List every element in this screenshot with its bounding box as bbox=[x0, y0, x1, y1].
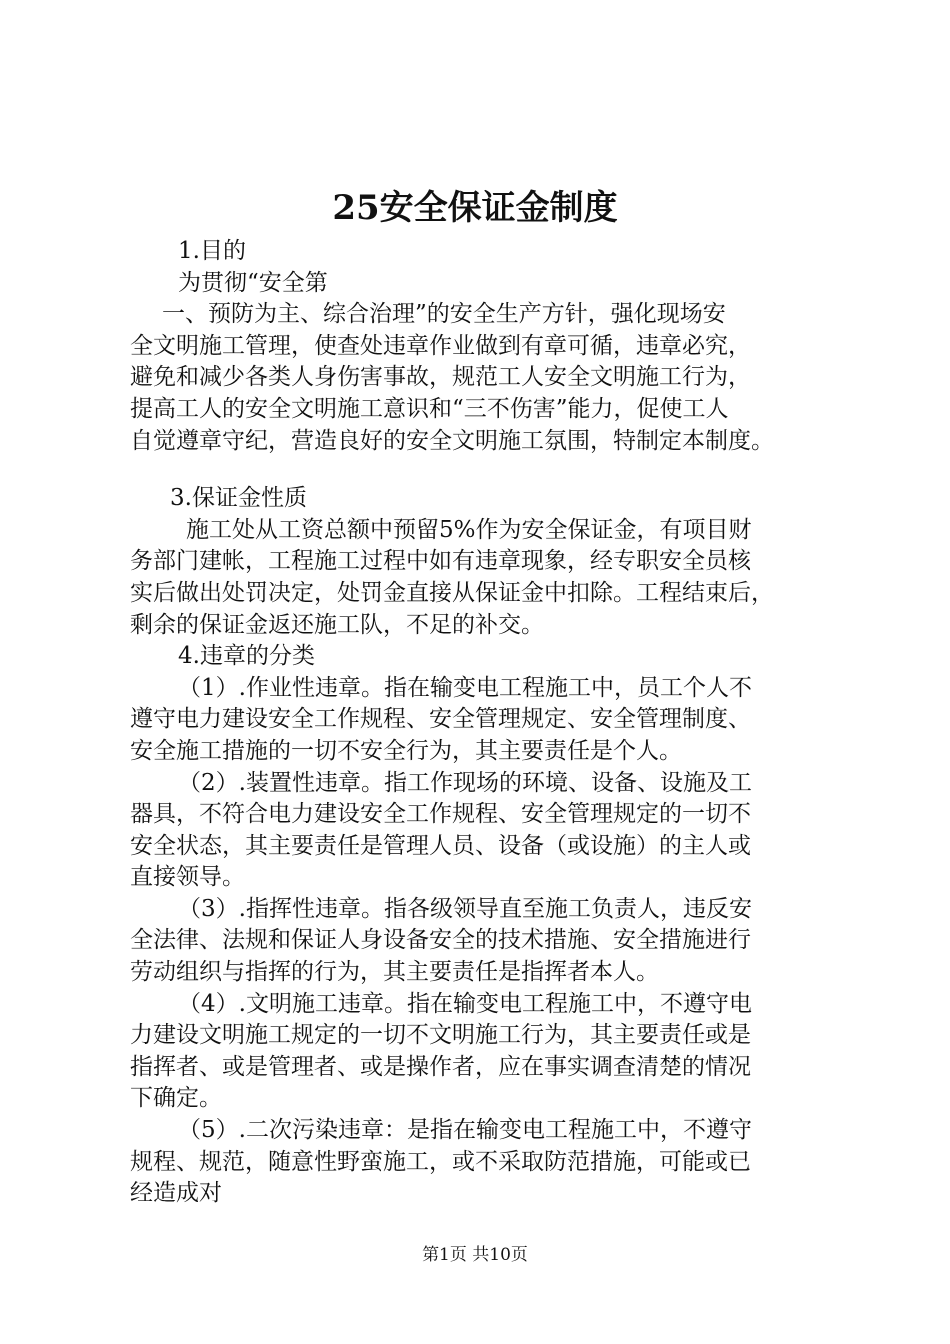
text-line: 安全施工措施的一切不安全行为，其主要责任是个人。 bbox=[130, 737, 682, 764]
text-line: 指挥者、或是管理者、或是操作者，应在事实调查清楚的情况 bbox=[130, 1053, 751, 1080]
text-line: 规程、规范，随意性野蛮施工，或不采取防范措施，可能或已 bbox=[130, 1148, 751, 1175]
text-line: （5）.二次污染违章：是指在输变电工程施工中，不遵守 bbox=[178, 1117, 752, 1144]
text-line: （1）.作业性违章。指在输变电工程施工中，员工个人不 bbox=[178, 674, 752, 701]
text-line: 剩余的保证金返还施工队，不足的补交。 bbox=[130, 611, 544, 638]
text-line: 全文明施工管理，使查处违章作业做到有章可循，违章必究， bbox=[130, 332, 751, 359]
text-line: 实后做出处罚决定，处罚金直接从保证金中扣除。工程结束后， bbox=[130, 579, 774, 606]
text-line: 力建设文明施工规定的一切不文明施工行为，其主要责任或是 bbox=[130, 1022, 751, 1049]
text-line: 施工处从工资总额中预留5%作为安全保证金，有项目财 bbox=[186, 516, 752, 543]
text-line: 下确定。 bbox=[130, 1085, 222, 1112]
text-line: 自觉遵章守纪，营造良好的安全文明施工氛围，特制定本制度。 bbox=[130, 427, 774, 454]
paragraph-gap bbox=[130, 457, 834, 483]
document-body bbox=[130, 236, 834, 1210]
text-line: 提高工人的安全文明施工意识和“三不伤害”能力，促使工人 bbox=[130, 395, 729, 422]
text-line: 为贯彻“安全第 bbox=[178, 269, 328, 296]
text-line: 劳动组织与指挥的行为，其主要责任是指挥者本人。 bbox=[130, 959, 659, 986]
page-footer: 第1页 共10页 bbox=[422, 1245, 528, 1265]
text-line: 遵守电力建设安全工作规程、安全管理规定、安全管理制度、 bbox=[130, 706, 751, 733]
text-line: （4）.文明施工违章。指在输变电工程施工中，不遵守电 bbox=[178, 990, 752, 1017]
text-line: 避免和减少各类人身伤害事故，规范工人安全文明施工行为， bbox=[130, 364, 751, 391]
text-line: 3.保证金性质 bbox=[170, 485, 307, 512]
text-line: 务部门建帐，工程施工过程中如有违章现象，经专职安全员核 bbox=[130, 548, 751, 575]
text-line: 安全状态，其主要责任是管理人员、设备（或设施）的主人或 bbox=[130, 832, 751, 859]
text-line: 一、预防为主、综合治理”的安全生产方针，强化现场安 bbox=[162, 301, 726, 328]
text-line: 器具，不符合电力建设安全工作规程、安全管理规定的一切不 bbox=[130, 801, 751, 828]
text-line: 全法律、法规和保证人身设备安全的技术措施、安全措施进行 bbox=[130, 927, 751, 954]
text-line: 4.违章的分类 bbox=[178, 643, 315, 670]
text-line: （3）.指挥性违章。指各级领导直至施工负责人，违反安 bbox=[178, 895, 752, 922]
page-title: 25安全保证金制度 bbox=[332, 188, 618, 228]
text-line: 经造成对 bbox=[130, 1180, 222, 1207]
text-line: 1.目的 bbox=[178, 238, 246, 264]
text-line: （2）.装置性违章。指工作现场的环境、设备、设施及工 bbox=[178, 769, 752, 796]
text-line: 直接领导。 bbox=[130, 864, 245, 891]
